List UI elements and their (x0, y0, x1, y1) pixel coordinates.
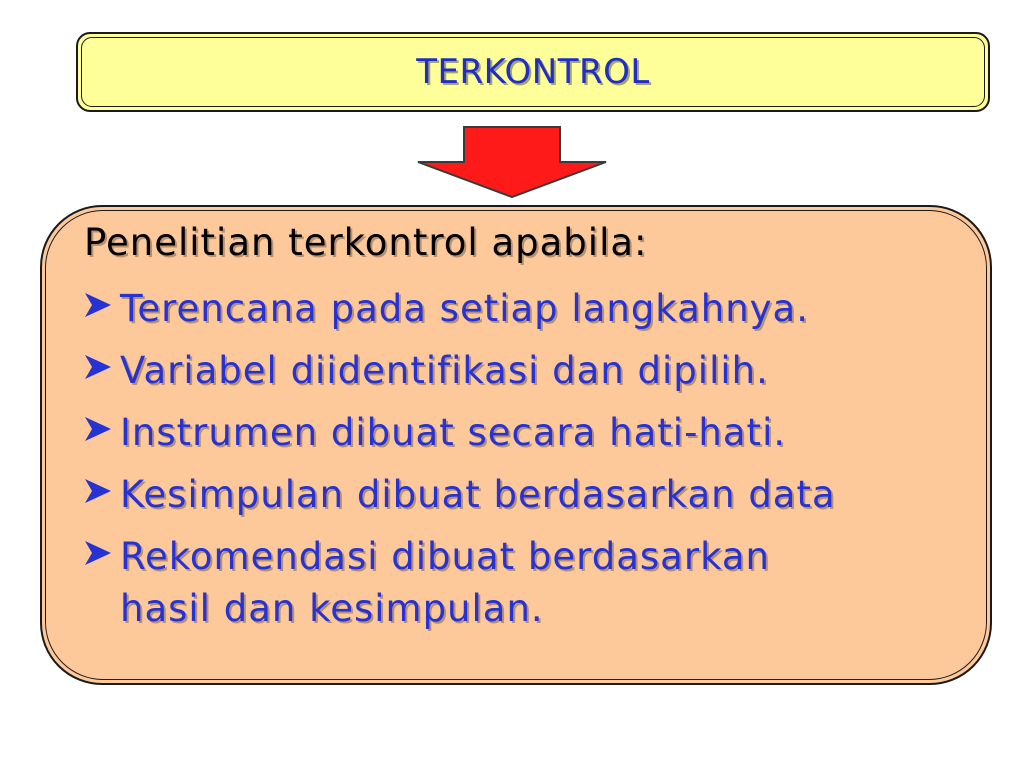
content-heading: Penelitian terkontrol apabila: (84, 221, 648, 264)
bullet-text: Rekomendasi dibuat berdasarkan hasil dan kesimpulan. (120, 535, 770, 630)
content-box (40, 205, 992, 685)
arrowhead-bullet-icon (84, 345, 120, 389)
list-item (84, 469, 974, 531)
down-arrow-icon (416, 126, 608, 198)
bullet-text: Instrumen dibuat secara hati-hati. (120, 411, 787, 454)
title-box (76, 32, 990, 112)
slide-title: TERKONTROL (416, 52, 650, 92)
arrowhead-bullet-icon (84, 531, 120, 575)
list-item (84, 283, 974, 345)
bullet-text: Variabel diidentifikasi dan dipilih. (120, 349, 769, 392)
list-item (84, 531, 974, 635)
bullet-text: Kesimpulan dibuat berdasarkan data (120, 473, 836, 516)
arrowhead-bullet-icon (84, 407, 120, 451)
list-item (84, 345, 974, 407)
list-item (84, 407, 974, 469)
bullet-list (84, 283, 974, 635)
bullet-text: Terencana pada setiap langkahnya. (120, 287, 809, 330)
arrowhead-bullet-icon (84, 469, 120, 513)
arrowhead-bullet-icon (84, 283, 120, 327)
